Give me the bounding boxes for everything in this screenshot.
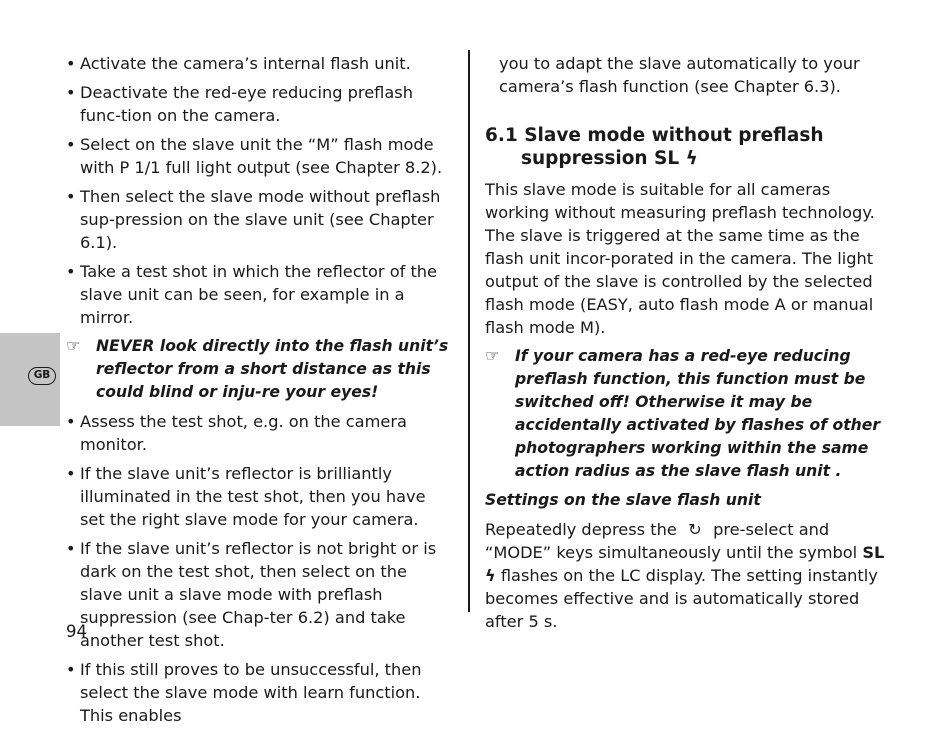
info-note: ☞ If your camera has a red-eye reducing preflash function, this function must be switched off! Otherwise it may be accidentally activated by flashes of other photographers working within the same action radius as the slave flash unit . — [485, 346, 881, 480]
slave-key-icon: ↻ — [688, 520, 702, 539]
bullet-icon: • — [66, 83, 76, 102]
left-column — [66, 52, 454, 733]
body-paragraph: This slave mode is suitable for all cameras working without measuring preflash technology. The slave is triggered at the same time as the flash unit incor-porated in the camera. The light output of the slave is controlled by the selected flash mode (EASY, auto flash mode A or manual flash mode M). — [485, 180, 875, 337]
subheading: Settings on the slave flash unit — [485, 491, 761, 509]
language-badge: GB — [28, 367, 56, 385]
bullet-icon: • — [66, 539, 76, 558]
list-item: • If the slave unit’s reflector is not bright or is dark on the test shot, then select on the slave unit a slave mode with preflash suppression (see Chap-ter 6.2) and take another test shot. — [66, 539, 437, 650]
list-item: • If this still proves to be unsuccessful, then select the slave mode with learn function. This enables — [66, 660, 422, 725]
right-column — [485, 52, 885, 639]
column-divider — [468, 50, 470, 612]
settings-paragraph: Repeatedly depress the ↻ pre-select and “MODE” keys simultaneously until the symbol SL ϟ flashes on the LC display. The setting instantly becomes effective and is automatically stored after 5 s. — [485, 520, 885, 631]
list-item: • Assess the test shot, e.g. on the camera monitor. — [66, 412, 407, 454]
warning-note: ☞ NEVER look directly into the flash unit’s reflector from a short distance as this could blind or inju-re your eyes! — [66, 336, 449, 401]
pointing-hand-icon: ☞ — [66, 336, 81, 355]
list-item: • Take a test shot in which the reflector of the slave unit can be seen, for example in a mirror. — [66, 262, 438, 327]
bullet-icon: • — [66, 660, 76, 679]
list-item: • Then select the slave mode without preflash sup-pression on the slave unit (see Chapter 6.1). — [66, 187, 441, 252]
continued-text: you to adapt the slave automatically to your camera’s flash function (see Chapter 6.3). — [499, 54, 860, 96]
bullet-icon: • — [66, 135, 76, 154]
list-item: • If the slave unit’s reflector is brilliantly illuminated in the test shot, then you have set the right slave mode for your camera. — [66, 464, 426, 529]
page-number: 94 — [66, 622, 87, 641]
list-item: • Select on the slave unit the “M” flash mode with P 1/1 full light output (see Chapter 8.2). — [66, 135, 443, 177]
section-heading: 6.1 Slave mode without preflash suppression SL ϟ — [485, 125, 824, 169]
bullet-icon: • — [66, 187, 76, 206]
pointing-hand-icon: ☞ — [485, 346, 500, 365]
slave-mode-symbol: SL ϟ — [485, 543, 885, 585]
list-item: • Activate the camera’s internal flash unit. — [66, 54, 411, 73]
bullet-icon: • — [66, 262, 76, 281]
list-item: • Deactivate the red-eye reducing preflash func-tion on the camera. — [66, 83, 413, 125]
bullet-icon: • — [66, 464, 76, 483]
bullet-icon: • — [66, 412, 76, 431]
flash-bolt-icon: ϟ — [685, 148, 698, 169]
bullet-icon: • — [66, 54, 76, 73]
